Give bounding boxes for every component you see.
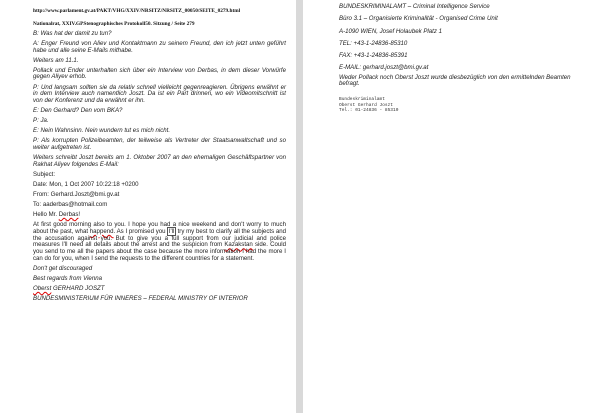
email-from: From: Gerhard.Joszt@bmi.gv.at [33,190,120,198]
official-stamp [339,97,592,114]
paragraph-p2: P: Ja. [33,117,49,125]
email-date: Date: Mon, 1 Oct 2007 10:22:18 +0200 [33,180,139,188]
paragraph-weiters2: Weiters schreibt Joszt bereits am 1. Oktober 2007 an den ehemaligen Geschäftspartner von Rakhat Aliyev folgendes E-Mail: [33,153,286,168]
closing-paragraph: Weder Pollack noch Oberst Joszt wurde diesbezüglich von den ermittelnden Beamten befragt. [339,73,571,88]
paragraph-e2: E: Nein Wahnsinn. Nein wundern tut es mich nicht. [33,127,171,135]
email-line: E-MAIL: gerhard.joszt@bmi.gv.at [339,64,429,72]
email-subject: Subject: [33,170,56,178]
email-regards: Best regards from Vienna [33,274,102,282]
stamp-line: Bundeskriminalamt [339,97,385,103]
tel-line: TEL: +43-1-24836-85310 [339,39,408,47]
header-url: http://www.parlament.gv.at/PAKT/VHG/XXIV/NRSITZ/NRSITZ_00050/SEITE_0279.html [33,8,241,14]
email-signature: Oberst GERHARD JOSZT [33,284,105,292]
paragraph-pollack: Pollack und Ender unterhalten sich über ein Interview von Derbas, in dem dieser Vorwürfe gegen Aliyev erhob. [33,66,286,81]
boxed-ill: I'll [168,227,175,235]
email-to: To: aaderbas@hotmail.com [33,200,108,208]
email-ministry: BUNDESMINISTERIUM FÜR INNERES – FEDERAL MINISTRY OF INTERIOR [33,294,248,302]
email-greeting: Hello Mr. Derbas! [33,210,81,218]
stamp-line: Tel.: 01-24836 - 85310 [339,108,399,114]
email-body: At first good morning also to you. I hope you had a nice weekend and don't worry to much about the past, what happend. As I promised you I'll try my best to clarify all the subjects and the accusation against you. But to give you a full support from our judicial and police measures I'll need all details about the arrest and the suspicion from Kazakstan side. Could you send to me all the papers about the case because the more information I had the more I can do for you, when I send the requests to the different countries for a statement. [33,221,287,262]
email-dont-get: Don't get discouraged [33,264,93,272]
misspelled-oberst: Oberst [33,284,52,292]
misspelled-derbas: Derbas [58,210,79,218]
left-document-page [0,0,296,413]
fax-line: FAX: +43-1-24836-85391 [339,52,408,60]
stamp-line: Oberst Gerhard Joszt [339,102,394,108]
paragraph-a1: A: Enger Freund von Aliev und Kontaktmann zu seinem Freund, den ich jetzt unten geführt habe und alle seine E-Mails mithabe. [33,39,286,54]
header-title: Nationalrat, XXIV.GPStenographisches Protokoll50. Sitzung / Seite 279 [33,21,195,28]
paragraph-p1: P: Und langsam sollten sie da relativ schnell vielleicht gegenreagieren. Übrigens erwähnt er in dem Interview auch namentlich Joszt. Da ist ein Part drinnen, wo ein Videomitschnitt ist von der Konferenz und da erwähnt er ihn. [33,83,286,104]
office-line: BUNDESKRIMINALAMT – Criminal Intelligence Service [339,3,490,10]
paragraph-weiters: Weiters am 11.1. [33,56,79,64]
right-document-page [303,0,600,413]
paragraph-e1: E: Den Gerhard? Den vom BKA? [33,107,123,115]
misspelled-happend: happend [89,227,114,235]
misspelled-kazakstan: Kazakstan [224,241,253,249]
address-line: A-1090 WIEN, Josef Holaubek Platz 1 [339,27,442,35]
paragraph-p3: P: Als korrupten Polizeibeamten, der teilweise als Vertreter der Staatsanwaltschaft und so weiter aufgetreten ist. [33,137,286,151]
bureau-line: Büro 3.1 – Organisierte Kriminalität - Organised Crime Unit [339,15,498,23]
paragraph-b1: B: Was hat der damit zu tun? [33,29,112,37]
